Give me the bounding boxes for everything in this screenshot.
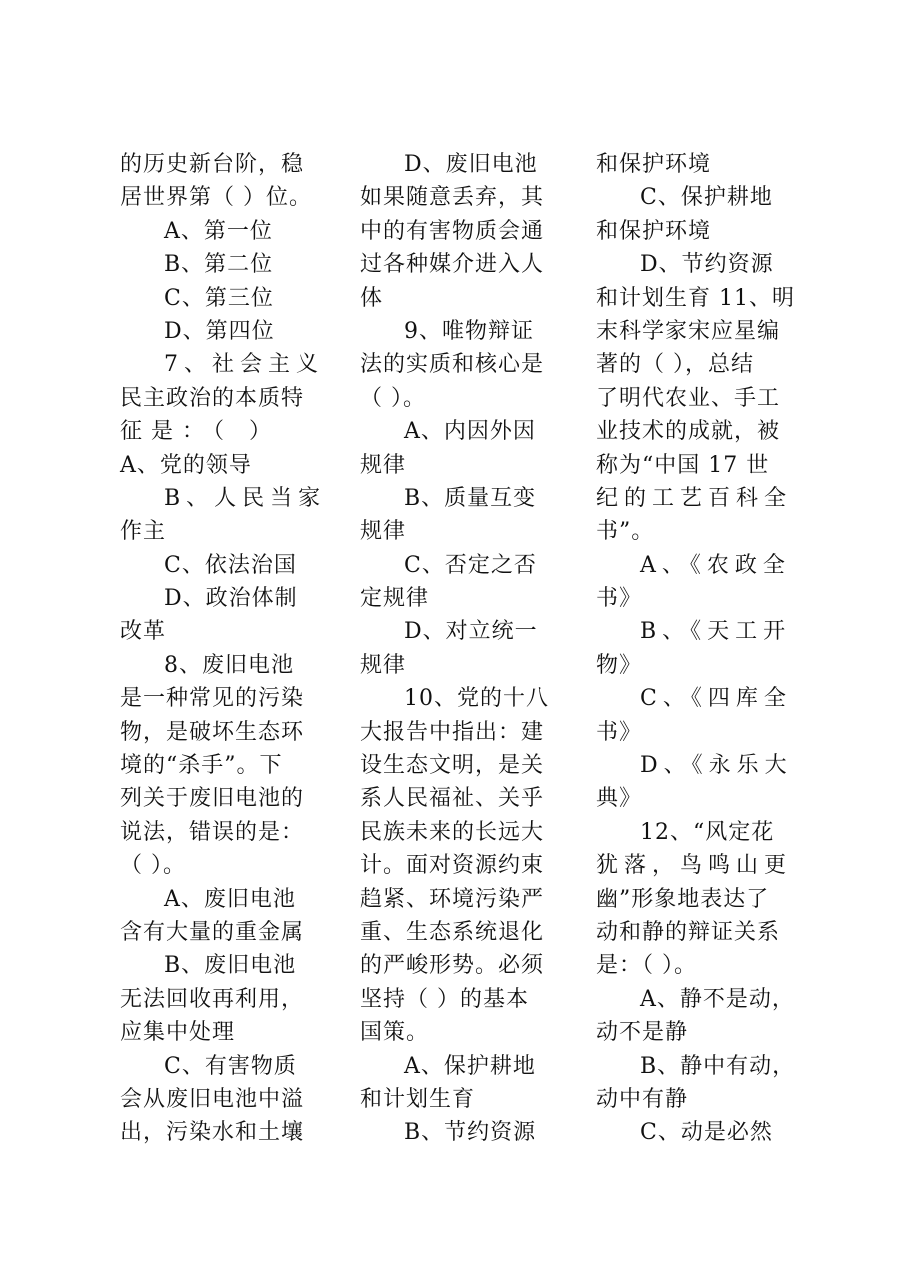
text-line: 含有大量的重金属 — [120, 919, 305, 945]
text-line: C、第三位 — [164, 285, 274, 311]
text-line: 和保护环境 — [596, 152, 712, 177]
text-line: 法的实质和核心是 — [360, 352, 545, 378]
text-line: 和计划生育 — [360, 1086, 476, 1112]
text-line: 动中有静 — [596, 1086, 689, 1112]
text-line: 体 — [360, 285, 384, 311]
text-line: C、动是必然 — [640, 1120, 773, 1146]
text-line: （ ）。 — [360, 385, 426, 411]
text-line: 重、生态系统退化 — [360, 919, 545, 945]
text-line: 趋紧、环境污染严 — [360, 886, 545, 912]
text-line: 过各种媒介进入人 — [360, 252, 545, 278]
text-line: B、人民当家 — [164, 485, 327, 511]
text-line: 和保护环境 — [596, 218, 712, 244]
text-line: 规律 — [360, 452, 407, 478]
text-line: 12、“风定花 — [640, 819, 775, 845]
text-column-3 — [596, 148, 801, 1150]
text-line: 犹落，鸟鸣山更 — [596, 853, 793, 879]
text-line: C、依法治国 — [164, 552, 297, 578]
text-line: A、第一位 — [164, 218, 273, 244]
text-line: 系人民福祉、关乎 — [360, 786, 545, 812]
text-line: 征是：（ ） — [120, 419, 280, 445]
text-line: A、《农政全 — [640, 552, 791, 578]
text-line: 9、唯物辩证 — [404, 318, 534, 344]
text-line: 境的“杀手”。下 — [120, 753, 283, 779]
text-line: 改革 — [120, 619, 167, 645]
text-line: 书”。 — [596, 519, 655, 545]
text-line: 书》 — [596, 719, 643, 745]
text-line: 幽”形象地表达了 — [596, 886, 770, 912]
text-line: 会从废旧电池中溢 — [120, 1086, 305, 1112]
text-line: 动不是静 — [596, 1020, 689, 1046]
text-line: 出，污染水和土壤 — [120, 1120, 305, 1146]
text-line: 如果随意丢弃，其 — [360, 185, 545, 211]
text-line: 物，是破坏生态环 — [120, 719, 305, 745]
text-line: 民主政治的本质特 — [120, 385, 305, 411]
text-line: 列关于废旧电池的 — [120, 786, 305, 812]
text-line: B、静中有动， — [640, 1053, 796, 1079]
text-column-2 — [360, 148, 565, 1150]
text-line: C、保护耕地 — [640, 185, 773, 211]
text-line: D、废旧电池 — [404, 152, 538, 177]
text-line: 计。面对资源约束 — [360, 853, 545, 879]
text-line: 书》 — [596, 586, 643, 612]
text-line: 规律 — [360, 652, 407, 678]
text-line: B、《天工开 — [640, 619, 792, 645]
text-line: A、党的领导 — [120, 452, 252, 478]
text-line: 典》 — [596, 786, 643, 812]
text-line: B、节约资源 — [404, 1120, 537, 1146]
text-line: D、节约资源 — [640, 252, 774, 278]
text-line: 是：（ ）。 — [596, 953, 697, 979]
text-line: D、《永乐大 — [640, 753, 793, 779]
text-line: 的历史新台阶，稳 — [120, 152, 305, 177]
text-line: 的严峻形势。必须 — [360, 953, 545, 979]
text-line: A、废旧电池 — [164, 886, 296, 912]
text-line: B、质量互变 — [404, 485, 537, 511]
text-line: 应集中处理 — [120, 1020, 236, 1046]
text-line: B、废旧电池 — [164, 953, 297, 979]
text-line: 10、党的十八 — [404, 686, 549, 712]
text-line: 著的（ ），总结 — [596, 352, 754, 378]
text-line: D、政治体制 — [164, 586, 298, 612]
text-line: 7、社会主义 — [164, 352, 324, 378]
text-line: 定规律 — [360, 586, 430, 612]
text-line: 了明代农业、手工 — [596, 385, 781, 411]
text-line: 设生态文明，是关 — [360, 753, 545, 779]
text-line: 中的有害物质会通 — [360, 218, 545, 244]
text-line: C、有害物质 — [164, 1053, 297, 1079]
text-line: A、内因外因 — [404, 419, 536, 445]
text-line: 无法回收再利用， — [120, 986, 305, 1012]
text-line: A、静不是动， — [640, 986, 795, 1012]
text-line: 物》 — [596, 652, 643, 678]
text-line: （ ）。 — [120, 853, 186, 879]
text-line: 8、废旧电池 — [164, 652, 294, 678]
text-line: 末科学家宋应星编 — [596, 318, 781, 344]
text-line: A、保护耕地 — [404, 1053, 536, 1079]
text-line: 民族未来的长远大 — [360, 819, 545, 845]
text-line: C、否定之否 — [404, 552, 537, 578]
text-line: 说法，错误的是： — [120, 819, 305, 845]
text-line: 纪的工艺百科全 — [596, 485, 793, 511]
text-line: D、第四位 — [164, 318, 275, 344]
text-line: 大报告中指出：建 — [360, 719, 545, 745]
text-line: 动和静的辩证关系 — [596, 919, 781, 945]
text-line: 国策。 — [360, 1020, 430, 1046]
text-line: C、《四库全 — [640, 686, 792, 712]
text-line: 业技术的成就，被 — [596, 419, 781, 445]
text-line: B、第二位 — [164, 252, 274, 278]
text-line: 作主 — [120, 519, 167, 545]
text-line: 和计划生育 11、明 — [596, 285, 795, 311]
text-line: 居世界第（ ）位。 — [120, 185, 312, 211]
text-line: 称为“中国 17 世 — [596, 452, 770, 478]
text-line: 是一种常见的污染 — [120, 686, 305, 712]
text-column-1 — [120, 148, 325, 1150]
text-line: D、对立统一 — [404, 619, 538, 645]
text-line: 坚持（ ）的基本 — [360, 986, 529, 1012]
text-line: 规律 — [360, 519, 407, 545]
